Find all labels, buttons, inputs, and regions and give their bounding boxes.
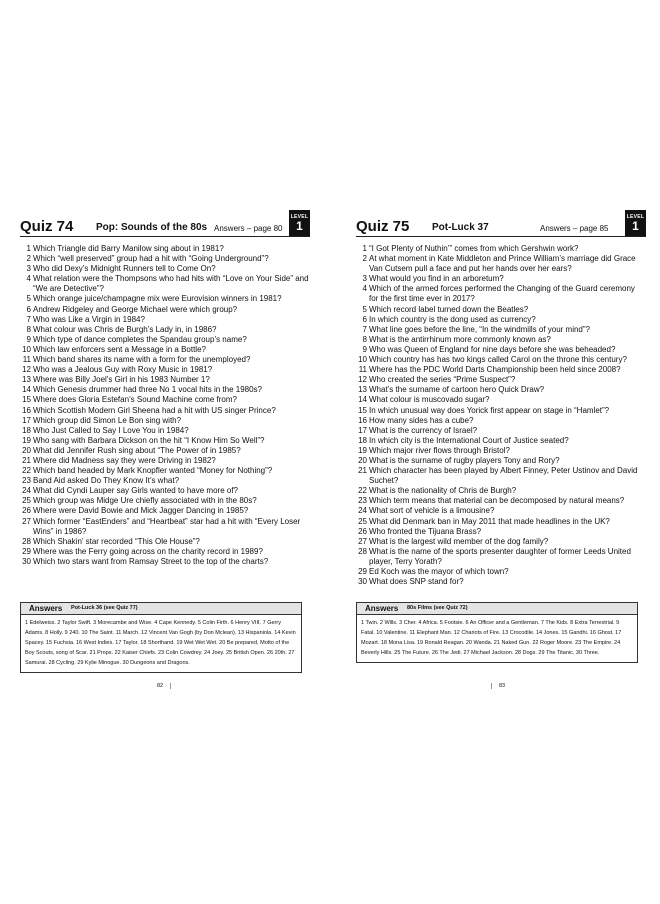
question-item — [356, 305, 646, 315]
question-item — [356, 284, 646, 304]
right-page — [356, 210, 646, 657]
question-number: 28 — [358, 546, 367, 556]
question-number: 23 — [22, 476, 31, 486]
question-item — [20, 325, 310, 335]
question-item — [356, 537, 646, 547]
question-text: What sort of vehicle is a limousine? — [369, 506, 495, 516]
question-text: What did Denmark ban in May 2011 that made headlines in the UK? — [369, 516, 610, 526]
question-item — [356, 355, 646, 365]
question-number: 22 — [22, 466, 31, 476]
question-text: Which Genesis drummer had three No 1 vocal hits in the 1980s? — [33, 385, 263, 395]
question-text: Who Just Called to Say I Love You in 1984? — [33, 425, 189, 435]
question-text: Ed Koch was the mayor of which town? — [369, 567, 509, 576]
question-text: Which band shares its name with a form for the unemployed? — [33, 355, 251, 365]
question-item — [20, 375, 310, 385]
question-number: 14 — [22, 385, 31, 395]
question-number: 24 — [358, 506, 367, 516]
question-number: 12 — [358, 375, 367, 385]
question-item — [356, 385, 646, 395]
question-number: 14 — [358, 395, 367, 405]
question-item — [20, 395, 310, 405]
question-item — [20, 294, 310, 304]
level-number: 1 — [296, 219, 303, 233]
question-item — [356, 395, 646, 405]
question-number: 5 — [362, 304, 367, 314]
question-item — [356, 506, 646, 516]
question-text: Which major river flows through Bristol? — [369, 445, 510, 455]
question-text: At what moment in Kate Middleton and Prince William’s marriage did Grace Van Cutsem pull a face and put her hands over her ears? — [369, 254, 636, 274]
question-number: 1 — [362, 244, 367, 253]
answers-page-reference: Answers – page 85 — [540, 224, 609, 233]
question-text: Who sang with Barbara Dickson on the hit “I Know Him So Well”? — [33, 435, 265, 445]
left-page — [20, 210, 310, 667]
question-item — [20, 446, 310, 456]
question-text: What line goes before the line, “In the windmills of your mind”? — [369, 324, 590, 334]
question-number: 23 — [358, 496, 367, 506]
question-number: 29 — [358, 567, 367, 576]
question-number: 3 — [26, 264, 31, 274]
question-text: Which group was Midge Ure chiefly associated with in the 80s? — [33, 496, 257, 506]
question-text: How many sides has a cube? — [369, 415, 474, 425]
question-item — [356, 416, 646, 426]
question-text: Where has the PDC World Darts Championship been held since 2008? — [369, 365, 621, 375]
question-text: Which Shakin’ star recorded “This Ole House”? — [33, 536, 200, 546]
page-number-right: 83 — [491, 683, 509, 689]
question-number: 15 — [358, 405, 367, 415]
question-text: What colour was Chris de Burgh’s Lady in, in 1986? — [33, 324, 217, 334]
question-number: 22 — [358, 486, 367, 496]
question-number: 28 — [22, 536, 31, 546]
question-text: Who was Like a Virgin in 1984? — [33, 314, 145, 324]
question-text: Which “well preserved” group had a hit with “Going Underground”? — [33, 254, 269, 264]
question-number: 4 — [26, 274, 31, 284]
answers-text: 1 Twin. 2 Wills. 3 Cher. 4 Africa. 5 Footsie. 6 An Officer and a Gentleman. 7 The Kids. 8 Extra Terrestrial. 9 Fatal. 10 Valentine. 11 Elephant Man. 12 Chariots of Fire. 13 Crocodile. 14 Jones. 15 Gandhi. 16 Ghost. 17 Mozart. 18 Mona Lisa. 19 Ronald Reagan. 20 Wanda. 21 Naked Gun. 22 Roger Moore. 23 The Empire. 24 Beverly Hills. 25 The Future. 26 The Jedi. 27 Michael Jackson. 28 Dogs. 29 The Titanic. 30 Three. — [361, 620, 622, 657]
question-text: In which country is the dong used as currency? — [369, 314, 536, 324]
answers-source: Pot-Luck 36 (see Quiz 77) — [71, 605, 138, 611]
question-item — [356, 426, 646, 436]
question-item — [20, 274, 310, 294]
question-number: 7 — [362, 324, 367, 334]
answers-box — [20, 602, 302, 673]
question-item — [356, 486, 646, 496]
question-item — [356, 335, 646, 345]
question-text: Which type of dance completes the Spandau group’s name? — [33, 334, 247, 344]
answers-header — [357, 603, 637, 615]
question-number: 30 — [22, 556, 31, 566]
question-text: Which group did Simon Le Bon sing with? — [33, 415, 182, 425]
question-item — [356, 406, 646, 416]
question-item — [20, 305, 310, 315]
question-item — [356, 547, 646, 567]
question-item — [356, 577, 646, 587]
question-number: 10 — [358, 355, 367, 365]
question-text: Which record label turned down the Beatles? — [369, 304, 529, 314]
question-number: 10 — [22, 344, 31, 354]
question-item — [356, 527, 646, 537]
question-number: 20 — [22, 445, 31, 455]
question-item — [20, 355, 310, 365]
question-number: 24 — [22, 486, 31, 496]
question-item — [356, 254, 646, 274]
question-text: What colour is muscovado sugar? — [369, 395, 490, 405]
question-text: What relation were the Thompsons who had hits with “Love on Your Side” and “We are Detective”? — [33, 274, 309, 294]
question-item — [356, 315, 646, 325]
question-text: Which former “EastEnders” and “Heartbeat” star had a hit with “Every Loser Wins” in 1986? — [33, 516, 301, 536]
question-item — [20, 486, 310, 496]
question-number: 13 — [358, 385, 367, 395]
question-number: 1 — [26, 244, 31, 253]
quiz-header — [356, 210, 646, 237]
level-number: 1 — [632, 219, 639, 233]
quiz-number: Quiz 74 — [20, 218, 74, 235]
question-text: Which two stars want from Ramsay Street to the top of the charts? — [33, 556, 269, 566]
question-number: 3 — [362, 274, 367, 284]
question-item — [20, 537, 310, 547]
question-item — [20, 517, 310, 537]
question-text: What is the antirrhinum more commonly known as? — [369, 334, 551, 344]
question-number: 8 — [362, 334, 367, 344]
question-item — [20, 557, 310, 567]
question-item — [20, 335, 310, 345]
quiz-number: Quiz 75 — [356, 218, 410, 235]
question-item — [20, 466, 310, 476]
question-number: 19 — [358, 445, 367, 455]
question-item — [20, 244, 310, 254]
question-text: Where was the Ferry going across on the charity record in 1989? — [33, 546, 263, 556]
question-text: Which Scottish Modern Girl Sheena had a hit with US singer Prince? — [33, 405, 276, 415]
question-number: 21 — [358, 466, 367, 476]
question-number: 25 — [22, 496, 31, 506]
question-number: 11 — [22, 355, 31, 365]
question-number: 18 — [22, 425, 31, 435]
level-label: LEVEL — [290, 214, 309, 220]
question-text: Which law enforcers sent a Message in a Bottle? — [33, 344, 206, 354]
question-item — [20, 426, 310, 436]
question-number: 7 — [26, 314, 31, 324]
question-item — [20, 547, 310, 557]
question-text: What does SNP stand for? — [369, 577, 464, 587]
question-list — [20, 244, 310, 567]
question-number: 17 — [358, 425, 367, 435]
question-text: What would you find in an arboretum? — [369, 274, 504, 284]
question-item — [20, 496, 310, 506]
question-text: What did Cyndi Lauper say Girls wanted to have more of? — [33, 486, 238, 496]
question-text: Who fronted the Tijuana Brass? — [369, 526, 482, 536]
quiz-title: Pot-Luck 37 — [432, 222, 489, 233]
question-number: 19 — [22, 435, 31, 445]
question-item — [20, 506, 310, 516]
question-number: 16 — [22, 405, 31, 415]
question-text: Which band headed by Mark Knopfler wanted “Money for Nothing”? — [33, 466, 273, 476]
question-text: Which term means that material can be decomposed by natural means? — [369, 496, 625, 506]
question-number: 18 — [358, 435, 367, 445]
question-text: Who was a Jealous Guy with Roxy Music in 1981? — [33, 365, 213, 375]
level-label: LEVEL — [626, 214, 645, 220]
question-number: 21 — [22, 455, 31, 465]
answers-source: 80s Films (see Quiz 72) — [407, 605, 468, 611]
quiz-title: Pop: Sounds of the 80s — [96, 222, 208, 233]
question-text: Where did Madness say they were Driving in 1982? — [33, 455, 216, 465]
question-number: 27 — [22, 516, 31, 526]
question-item — [356, 345, 646, 355]
question-number: 9 — [362, 344, 367, 354]
question-item — [20, 456, 310, 466]
question-number: 16 — [358, 415, 367, 425]
answers-text: 1 Edelweiss. 2 Taylor Swift. 3 Morecambe and Wise. 4 Cape Kennedy. 5 Colin Firth. 6 Henry VIII. 7 Gerry Adams. 8 Holly. 9 240. 10 The Saint. 11 March. 12 Vincent Van Gogh (by Don Mclean). 13 Hispaniola. 14 Kevin Spacey. 15 Fuchsia. 16 West Indies. 17 Taylor. 18 Shorthand. 19 Wet Wet Wet. 20 Be prepared, Motto of the Boy Scouts, song of Scar. 21 Props. 22 Kaiser Chiefs. 23 Colin Cowdrey. 24 Joey. 25 British Open. 26 20th. 27 Samurai. 28 Cycling. 29 Kylie Minogue. 30 Dungeons and Dragons. — [25, 620, 296, 667]
question-text: What did Jennifer Rush sing about “The Power of in 1985? — [33, 445, 241, 455]
question-number: 30 — [358, 577, 367, 587]
question-text: What is the currency of Israel? — [369, 425, 478, 435]
question-number: 12 — [22, 365, 31, 375]
question-number: 9 — [26, 334, 31, 344]
question-text: What is the nationality of Chris de Burgh? — [369, 486, 517, 496]
question-item — [356, 436, 646, 446]
question-text: In which unusual way does Yorick first appear on stage in “Hamlet”? — [369, 405, 610, 415]
answers-header — [21, 603, 301, 615]
question-item — [20, 365, 310, 375]
question-number: 2 — [26, 254, 31, 264]
question-text: What is the name of the sports presenter daughter of former Leeds United player, Terry Yorath? — [369, 546, 631, 566]
question-number: 25 — [358, 516, 367, 526]
question-text: What is the largest wild member of the dog family? — [369, 536, 549, 546]
question-text: Andrew Ridgeley and George Michael were which group? — [33, 304, 238, 314]
question-item — [20, 436, 310, 446]
question-number: 8 — [26, 324, 31, 334]
question-number: 26 — [358, 526, 367, 536]
question-text: Who created the series “Prime Suspect”? — [369, 375, 516, 385]
question-number: 29 — [22, 546, 31, 556]
question-number: 13 — [22, 375, 31, 385]
level-badge — [289, 210, 310, 236]
question-number: 27 — [358, 536, 367, 546]
question-text: Where does Gloria Estefan’s Sound Machine come from? — [33, 395, 237, 405]
page-number-left: 82 — [153, 683, 171, 689]
answers-box — [356, 602, 638, 663]
question-text: In which city is the International Court of Justice seated? — [369, 435, 569, 445]
question-text: What is the surname of rugby players Tony and Rory? — [369, 455, 560, 465]
question-number: 2 — [362, 254, 367, 264]
question-item — [20, 385, 310, 395]
question-item — [356, 274, 646, 284]
question-number: 6 — [362, 314, 367, 324]
question-item — [356, 466, 646, 486]
question-number: 5 — [26, 294, 31, 304]
question-number: 4 — [362, 284, 367, 294]
question-text: What’s the surname of cartoon hero Quick Draw? — [369, 385, 545, 395]
answers-label: Answers — [29, 604, 63, 613]
question-number: 11 — [358, 365, 367, 375]
question-number: 20 — [358, 455, 367, 465]
question-item — [356, 567, 646, 577]
question-item — [20, 345, 310, 355]
question-item — [20, 254, 310, 264]
question-text: Who was Queen of England for nine days before she was beheaded? — [369, 344, 616, 354]
question-text: “I Got Plenty of Nuthin’” comes from which Gershwin work? — [369, 244, 579, 253]
question-item — [20, 264, 310, 274]
question-item — [20, 476, 310, 486]
question-text: Which country has has two kings called Carol on the throne this century? — [369, 355, 627, 365]
question-text: Which Triangle did Barry Manilow sing about in 1981? — [33, 244, 224, 253]
question-item — [356, 325, 646, 335]
question-item — [356, 365, 646, 375]
question-item — [356, 375, 646, 385]
question-item — [356, 496, 646, 506]
question-text: Which orange juice/champagne mix were Eurovision winners in 1981? — [33, 294, 282, 304]
question-number: 15 — [22, 395, 31, 405]
question-text: Where was Billy Joel’s Girl in his 1983 Number 1? — [33, 375, 210, 385]
answers-page-reference: Answers – page 80 — [214, 224, 283, 233]
quiz-header — [20, 210, 310, 237]
question-item — [356, 456, 646, 466]
question-number: 6 — [26, 304, 31, 314]
question-text: Where were David Bowie and Mick Jagger Dancing in 1985? — [33, 506, 249, 516]
answers-label: Answers — [365, 604, 399, 613]
question-text: Which character has been played by Albert Finney, Peter Ustinov and David Suchet? — [369, 466, 638, 486]
question-item — [356, 517, 646, 527]
question-item — [20, 406, 310, 416]
question-text: Band Aid asked Do They Know It’s what? — [33, 476, 180, 486]
question-number: 17 — [22, 415, 31, 425]
question-item — [356, 244, 646, 254]
question-number: 26 — [22, 506, 31, 516]
question-text: Which of the armed forces performed the Changing of the Guard ceremony for the first time ever in 2017? — [369, 284, 635, 304]
level-badge — [625, 210, 646, 236]
question-item — [20, 315, 310, 325]
question-text: Who did Dexy’s Midnight Runners tell to Come On? — [33, 264, 216, 274]
question-item — [356, 446, 646, 456]
question-list — [356, 244, 646, 587]
question-item — [20, 416, 310, 426]
